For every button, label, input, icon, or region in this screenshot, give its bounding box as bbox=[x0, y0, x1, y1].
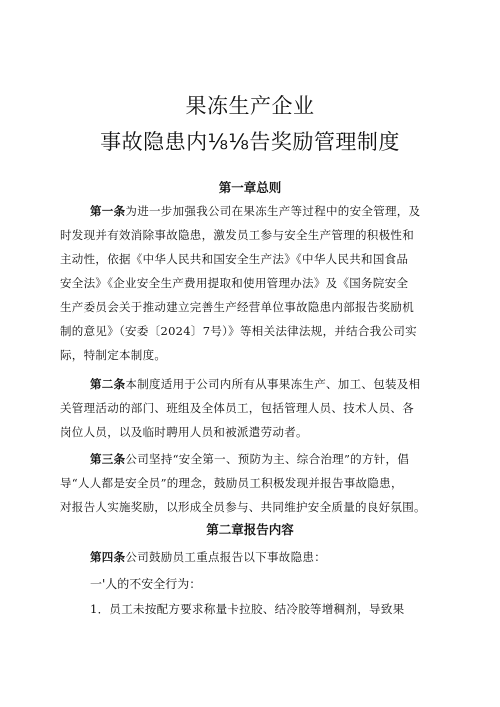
article3-line1: 第三条公司坚持“安全第一、预防为主、综合治理”的方针，倡 bbox=[90, 452, 410, 466]
article1-line6: 制的意见》（安委〔2024〕7号）》等相关法律法规，并结合我公司实 bbox=[60, 324, 417, 338]
article1-label: 第一条 bbox=[90, 204, 126, 218]
article1-line4: 安全法》《企业安全生产费用提取和使用管理办法》及《国务院安全 bbox=[60, 276, 409, 290]
article4-label: 第四条 bbox=[90, 550, 126, 564]
article3-line3: 对报告人实施奖励，以形成全员参与、共同维护安全质量的良好氛围。 bbox=[60, 500, 426, 514]
subsection-heading: 一'人的不安全行为： bbox=[90, 577, 202, 591]
article1-line3: 主动性，依据《中华人民共和国安全生产法》《中华人民共和国食品 bbox=[60, 252, 409, 266]
article3-line2: 导“人人都是安全员”的理念，鼓励员工积极发现并报告事故隐患， bbox=[60, 476, 403, 490]
article1-line7: 际，特制定本制度。 bbox=[60, 348, 167, 362]
document-title-line2: 事故隐患内⅛⅛告奖励管理制度 bbox=[100, 130, 400, 154]
article3-label: 第三条 bbox=[90, 452, 126, 466]
article4-line1: 第四条公司鼓励员工重点报告以下事故隐患： bbox=[90, 550, 327, 564]
article2-line1: 第二条本制度适用于公司内所有从事果冻生产、加工、包装及相 bbox=[90, 377, 421, 391]
article2-label: 第二条 bbox=[90, 377, 126, 391]
chapter1-heading: 第一章总则 bbox=[218, 180, 282, 195]
list-item-1: 1．员工未按配方要求称量卡拉胶、结冷胶等增稠剂，导致果 bbox=[90, 602, 405, 616]
document-title-line1: 果冻生产企业 bbox=[185, 94, 315, 118]
article1-line1: 第一条为进一步加强我公司在果冻生产等过程中的安全管理，及 bbox=[90, 204, 421, 218]
chapter2-heading: 第二章报告内容 bbox=[206, 522, 294, 537]
article1-line5: 生产委员会关于推动建立完善生产经营单位事故隐患内部报告奖励机 bbox=[60, 300, 414, 314]
article2-line3: 岗位人员，以及临时聘用人员和被派遣劳动者。 bbox=[60, 425, 308, 439]
article2-line2: 关管理活动的部门、班组及全体员工，包括管理人员、技术人员、各 bbox=[60, 401, 414, 415]
article1-line2: 时发现并有效消除事故隐患，激发员工参与安全生产管理的积极性和 bbox=[60, 228, 414, 242]
